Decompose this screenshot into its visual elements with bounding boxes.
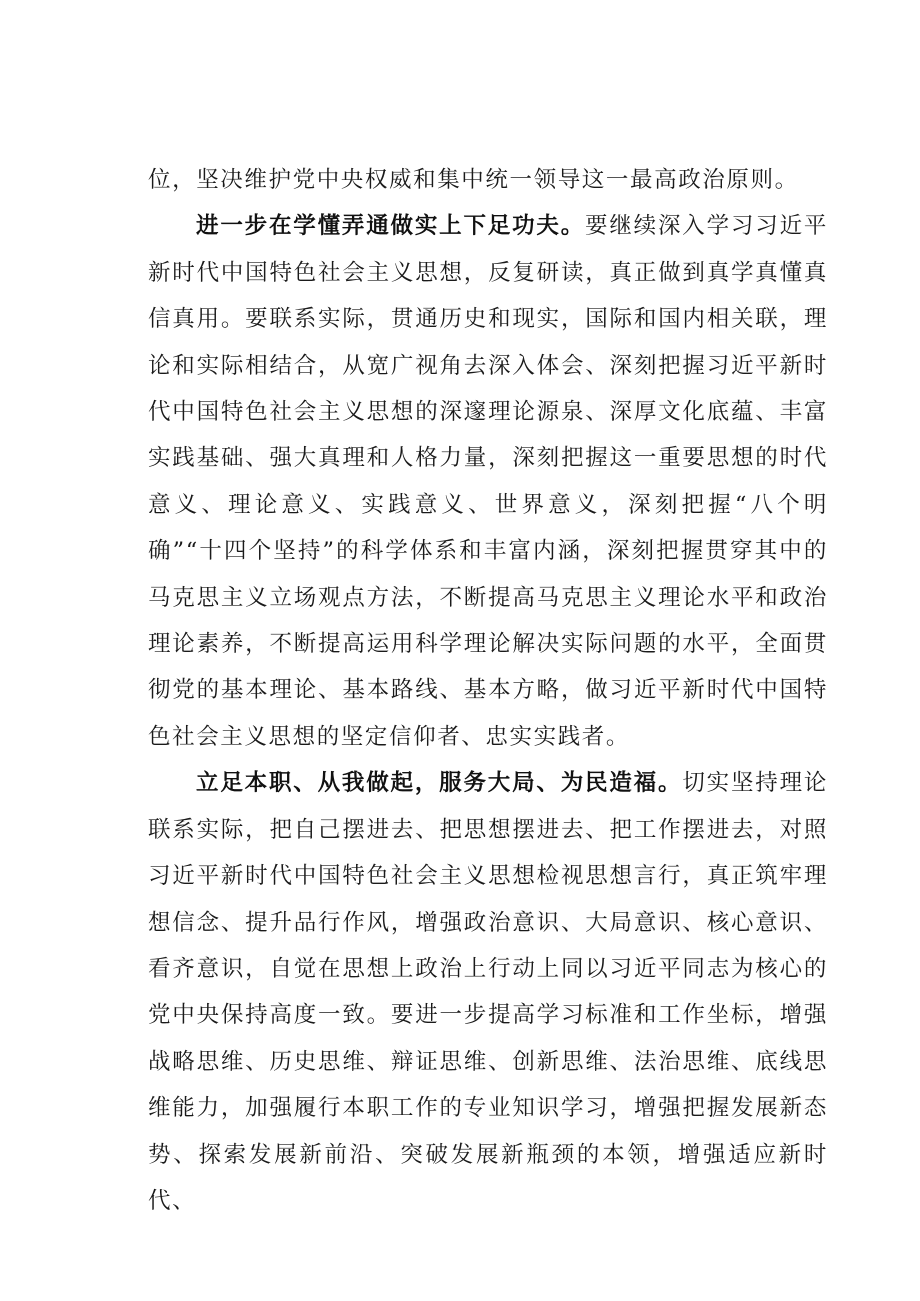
paragraph-study-theory (148, 203, 828, 760)
paragraph-serve-people (148, 760, 828, 1224)
document-page (148, 0, 828, 1301)
paragraph-continuation (148, 157, 828, 203)
paragraph-text: 位，坚决维护党中央权威和集中统一领导这一最高政治原则。 (148, 167, 799, 193)
paragraph-lead: 立足本职、从我做起，服务大局、为民造福。 (196, 770, 683, 797)
document-body (148, 157, 828, 1224)
paragraph-text: 切实坚持理论联系实际，把自己摆进去、把思想摆进去、把工作摆进去，对照习近平新时代中国特色社会主义思想检视思想言行，真正筑牢理想信念、提升品行作风，增强政治意识、大局意识、核心意识、看齐意识，自觉在思想上政治上行动上同以习近平同志为核心的党中央保持高度一致。要进一步提高学习标准和工作坐标，增强战略思维、历史思维、辩证思维、创新思维、法治思维、底线思维能力，加强履行本职工作的专业知识学习，增强把握发展新态势、探索发展新前沿、突破发展新瓶颈的本领，增强适应新时代、 (148, 770, 828, 1214)
paragraph-lead: 进一步在学懂弄通做实上下足功夫。 (196, 213, 586, 240)
paragraph-text: 要继续深入学习习近平新时代中国特色社会主义思想，反复研读，真正做到真学真懂真信真用。要联系实际，贯通历史和现实，国际和国内相关联，理论和实际相结合，从宽广视角去深入体会、深刻把握习近平新时代中国特色社会主义思想的深邃理论源泉、深厚文化底蕴、丰富实践基础、强大真理和人格力量，深刻把握这一重要思想的时代意义、理论意义、实践意义、世界意义，深刻把握“八个明确”“十四个坚持”的科学体系和丰富内涵，深刻把握贯穿其中的马克思主义立场观点方法，不断提高马克思主义理论水平和政治理论素养，不断提高运用科学理论解决实际问题的水平，全面贯彻党的基本理论、基本路线、基本方略，做习近平新时代中国特色社会主义思想的坚定信仰者、忠实实践者。 (148, 213, 828, 750)
